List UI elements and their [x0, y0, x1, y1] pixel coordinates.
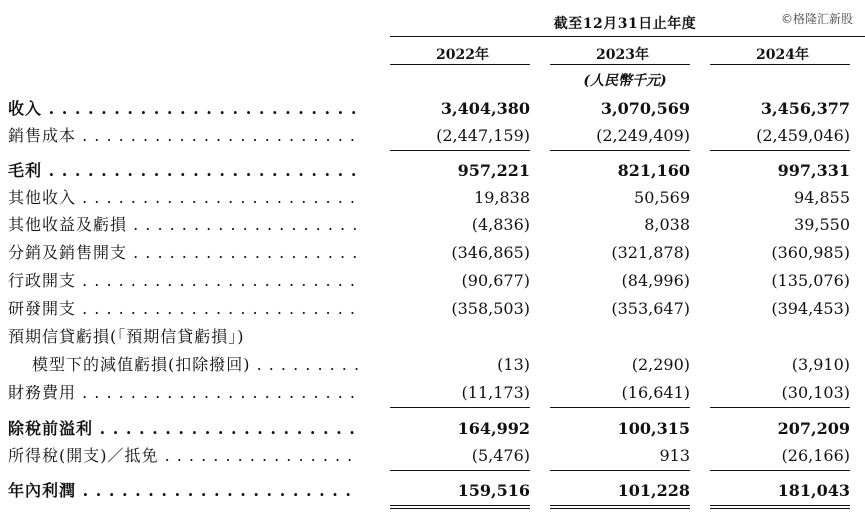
value-2022: (5,476)	[471, 446, 530, 465]
year-2024-header: 2024年	[756, 47, 809, 63]
table-row-finance-costs	[0, 380, 865, 406]
row-label: 除稅前溢利 . . .	[8, 416, 358, 442]
table-row-distribution-selling	[0, 240, 865, 266]
value-2023: 101,228	[617, 481, 690, 500]
subtotal-rule	[390, 470, 530, 471]
value-2022: (358,503)	[451, 299, 530, 318]
subtotal-rule	[710, 407, 850, 408]
table-row-admin-expenses	[0, 268, 865, 294]
value-2022: 3,404,380	[440, 99, 530, 118]
value-2022: (346,865)	[451, 243, 530, 262]
value-2022: (13)	[497, 355, 530, 374]
row-label: 年內利潤 . . .	[8, 478, 358, 504]
value-2023: 8,038	[644, 215, 690, 234]
value-2024: 997,331	[777, 161, 850, 180]
table-row-gross-profit	[0, 158, 865, 184]
year-2022-header: 2022年	[436, 47, 489, 63]
table-row-other-gains-losses	[0, 212, 865, 238]
header-rule	[390, 36, 865, 37]
value-2024: 207,209	[777, 419, 850, 438]
total-double-rule	[710, 505, 850, 509]
row-label: 財務費用 . . .	[8, 380, 358, 406]
table-row-revenue	[0, 96, 865, 122]
row-label: 其他收益及虧損 . . .	[8, 212, 358, 238]
subtotal-rule	[550, 150, 690, 151]
row-label: 預期信貸虧損(「預期信貸虧損」)	[8, 327, 245, 346]
value-2022: 19,838	[474, 188, 530, 207]
subtotal-rule	[710, 150, 850, 151]
value-2023: 100,315	[617, 419, 690, 438]
total-double-rule	[550, 505, 690, 509]
table-row-other-income	[0, 185, 865, 211]
watermark: ©格隆汇新股	[780, 12, 853, 26]
subtotal-rule	[550, 470, 690, 471]
value-2023: 913	[659, 446, 690, 465]
value-2024: (2,459,046)	[756, 126, 850, 145]
table-row-cost-of-sales	[0, 123, 865, 149]
value-2022: 164,992	[457, 419, 530, 438]
subtotal-rule	[390, 407, 530, 408]
value-2024: (26,166)	[781, 446, 850, 465]
value-2022: (4,836)	[471, 215, 530, 234]
year-rule-2022	[390, 64, 530, 65]
value-2024: (360,985)	[771, 243, 850, 262]
unit-label: (人民幣千元)	[583, 73, 667, 89]
value-2023: 50,569	[634, 188, 690, 207]
value-2023: 3,070,569	[600, 99, 690, 118]
value-2022: 159,516	[457, 481, 530, 500]
subtotal-rule	[390, 150, 530, 151]
row-label: 研發開支 . . .	[8, 296, 358, 322]
year-rule-2024	[710, 64, 850, 65]
table-row-rnd-expenses	[0, 296, 865, 322]
value-2024: 181,043	[777, 481, 850, 500]
row-label: 毛利 . . .	[8, 158, 358, 184]
value-2024: 94,855	[794, 188, 850, 207]
subtotal-rule	[550, 407, 690, 408]
row-label: 模型下的減值虧損(扣除撥回) . . .	[32, 352, 358, 378]
value-2022: (90,677)	[461, 271, 530, 290]
value-2024: 3,456,377	[760, 99, 850, 118]
row-label: 其他收入 . . .	[8, 185, 358, 211]
value-2024: (30,103)	[781, 383, 850, 402]
year-2023-header: 2023年	[596, 47, 649, 63]
year-rule-2023	[550, 64, 690, 65]
total-double-rule	[390, 505, 530, 509]
period-header: 截至12月31日止年度	[553, 16, 697, 32]
value-2023: 821,160	[617, 161, 690, 180]
value-2023: (2,290)	[631, 355, 690, 374]
value-2022: 957,221	[457, 161, 530, 180]
row-label: 分銷及銷售開支 . . .	[8, 240, 358, 266]
row-label: 銷售成本 . . .	[8, 123, 358, 149]
value-2024: (135,076)	[771, 271, 850, 290]
value-2023: (353,647)	[611, 299, 690, 318]
row-label: 行政開支 . . .	[8, 268, 358, 294]
value-2024: (3,910)	[791, 355, 850, 374]
table-row-profit-for-year	[0, 478, 865, 504]
table-row-ecl-heading	[0, 324, 865, 350]
row-label: 收入 . . .	[8, 96, 358, 122]
value-2023: (84,996)	[621, 271, 690, 290]
value-2024: (394,453)	[771, 299, 850, 318]
row-label: 所得稅(開支)／抵免 . . .	[8, 443, 358, 469]
value-2022: (2,447,159)	[436, 126, 530, 145]
value-2023: (16,641)	[621, 383, 690, 402]
value-2024: 39,550	[794, 215, 850, 234]
subtotal-rule	[710, 470, 850, 471]
table-row-impairment-losses	[0, 352, 865, 378]
value-2023: (2,249,409)	[596, 126, 690, 145]
value-2022: (11,173)	[461, 383, 530, 402]
table-row-income-tax	[0, 443, 865, 469]
table-row-profit-before-tax	[0, 416, 865, 442]
value-2023: (321,878)	[611, 243, 690, 262]
